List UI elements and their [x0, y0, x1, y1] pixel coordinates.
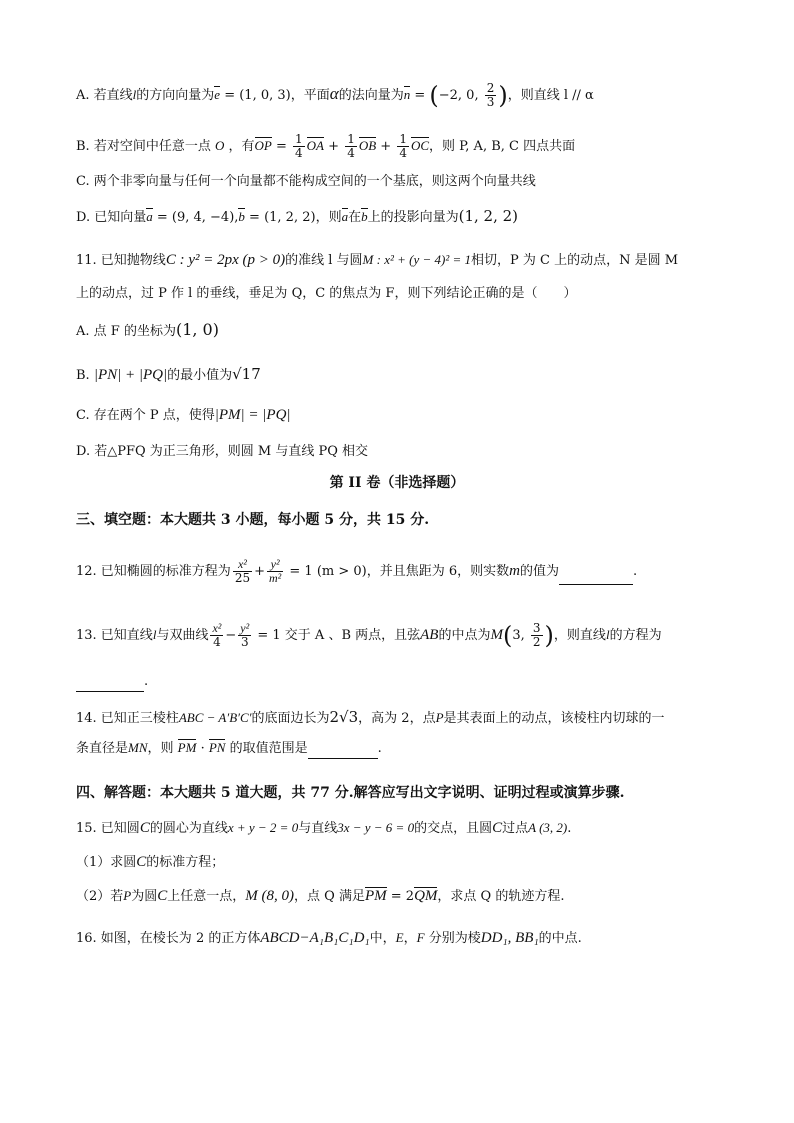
vector-op: OP	[255, 136, 272, 156]
text: 分别为棱	[428, 931, 481, 946]
math-c: C	[492, 820, 503, 836]
text: 条直径是	[76, 741, 129, 756]
text: 的最小值为	[167, 368, 233, 383]
q11-option-d: D. 若△PFQ 为正三角形，则圆 M 与直线 PQ 相交	[76, 444, 369, 459]
q15-stem	[76, 818, 571, 839]
text: ，有	[228, 139, 255, 154]
math-p: P	[123, 888, 132, 903]
math-l: l	[152, 627, 157, 642]
math-o: O	[214, 138, 225, 153]
text: 的取值范围是	[229, 741, 308, 756]
q11-option-a	[76, 320, 219, 342]
math-expr: |PM| = |PQ|	[214, 407, 291, 423]
paren: (	[502, 621, 513, 650]
vector-e: e	[214, 85, 220, 105]
denominator: m²	[269, 571, 282, 585]
text: 的方向向量为	[136, 88, 215, 103]
text: ，高为 2，点	[358, 711, 436, 726]
math-c: C	[139, 820, 150, 836]
text: +	[376, 139, 396, 154]
math-m: m	[509, 563, 520, 579]
text: 的底面边长为	[251, 711, 330, 726]
q14-line2: 条直径是MN，则 PM · PN 的取值范围是 .	[76, 738, 382, 759]
fraction	[267, 558, 283, 585]
fraction	[397, 133, 409, 160]
text: +	[324, 139, 344, 154]
answer-blank[interactable]	[308, 758, 378, 759]
text: = 1 (m > 0)	[285, 564, 367, 579]
math-proj: (1, 2, 2)	[458, 207, 519, 225]
text: 中，	[369, 931, 396, 946]
section4-heading: 四、解答题：本大题共 5 道大题，共 77 分.解答应写出文字说明、证明过程或演算步骤.	[76, 785, 625, 801]
text: 16. 如图，在棱长为 2 的正方体	[76, 931, 261, 946]
text: （1）求圆	[76, 855, 137, 870]
math-m: M	[490, 627, 503, 643]
text: A. 点 F 的坐标为	[76, 324, 176, 339]
q15-part1	[76, 852, 224, 873]
fraction	[233, 558, 252, 585]
math-c: C	[136, 854, 147, 870]
text: 的准线 l 与圆	[285, 253, 363, 268]
answer-blank[interactable]	[559, 584, 633, 585]
denominator: 4	[347, 146, 355, 160]
math-value: (1, 0)	[175, 320, 219, 339]
text: =	[271, 139, 292, 154]
text: 13. 已知直线	[76, 628, 153, 643]
numerator: 1	[295, 132, 303, 146]
text: .	[567, 821, 572, 836]
numerator: 1	[347, 132, 355, 146]
numerator: 1	[399, 132, 407, 146]
math-cube: ABCD−A₁B₁C₁D₁	[260, 930, 370, 946]
text: = (9, 4, −4),	[152, 210, 239, 225]
paren: )	[498, 81, 508, 110]
section3-heading: 三、填空题：本大题共 3 小题，每小题 5 分，共 15 分.	[76, 512, 430, 528]
q15-part2	[76, 886, 564, 907]
q11-stem-line2: 上的动点，过 P 作 l 的垂线，垂足为 Q，C 的焦点为 F，则下列结论正确的是（ ）	[76, 286, 577, 301]
vector-pn: PN	[209, 738, 226, 758]
text: C. 存在两个 P 点，使得	[76, 408, 215, 423]
text: = 2	[386, 889, 415, 904]
math-ab: AB	[420, 627, 439, 643]
text: ，平面	[290, 88, 330, 103]
math-line2: 3x − y − 6 = 0	[337, 820, 415, 835]
fraction	[485, 82, 497, 109]
text: ，则 P, A, B, C 四点共面	[429, 139, 576, 154]
math-l: l	[132, 87, 137, 102]
text: 过点	[502, 821, 529, 836]
math-point-m: M (8, 0)	[245, 888, 295, 904]
answer-blank[interactable]	[76, 691, 144, 692]
text: = (1, 0, 3)	[220, 88, 291, 103]
math-point-a: A (3, 2)	[528, 820, 568, 835]
text: = (1, 2, 2)	[244, 210, 316, 225]
math-line1: x + y − 2 = 0	[227, 820, 299, 835]
text: 上任意一点，	[167, 889, 246, 904]
q13-blank-line	[76, 672, 148, 692]
text: −2, 0,	[438, 88, 483, 103]
fraction	[531, 622, 543, 649]
numerator: 2	[486, 81, 495, 95]
text: 的交点，且圆	[414, 821, 493, 836]
numerator: y²	[240, 621, 250, 635]
text: ，并且焦距为 6，则实数	[366, 564, 510, 579]
q10-option-b	[76, 133, 575, 160]
q16	[76, 928, 582, 949]
text: = 1 交于 A 、B 两点，且弦	[253, 628, 421, 643]
math-alpha: α	[329, 84, 339, 103]
text: D. 已知向量	[76, 210, 147, 225]
q11-option-b	[76, 364, 261, 386]
vector-qm: QM	[414, 888, 438, 904]
math-mn: MN	[128, 740, 148, 755]
denominator: 3	[486, 95, 495, 109]
denominator: 25	[234, 571, 251, 585]
vector-pm: PM	[178, 738, 197, 758]
math-edges: DD₁, BB₁	[480, 930, 539, 946]
text: 的中点为	[438, 628, 491, 643]
text: 是其表面上的动点，该棱柱内切球的一	[443, 711, 665, 726]
numerator: x²	[233, 558, 252, 572]
text: 上的投影向量为	[367, 210, 459, 225]
text: （2）若	[76, 889, 124, 904]
q13: 13. 已知直线l与双曲线 $\frac{\text{x²}}{4}$ − $\frac{\text{y²}}{3}$ = 1 交于 A 、B 两点，且弦AB的中点为M(3, $\frac{3}{2}$ )，则直线l的方程为	[76, 621, 662, 650]
q14-line1	[76, 707, 665, 729]
q10-option-c: C. 两个非零向量与任何一个向量都不能构成空间的一个基底，则这两个向量共线	[76, 174, 536, 189]
math-parabola: C : y² = 2px (p > 0)	[165, 252, 286, 268]
vector-n: n	[404, 85, 411, 105]
text: 相切，P 为 C 上的动点，N 是圆 M	[471, 253, 679, 268]
math-circle: M : x² + (y − 4)² = 1	[362, 252, 472, 267]
text: ，则直线	[553, 628, 606, 643]
text: .	[377, 741, 382, 756]
text: 的圆心为直线	[149, 821, 228, 836]
text: ，求点 Q 的轨迹方程.	[437, 889, 565, 904]
denominator: 4	[213, 635, 221, 649]
text: 的中点.	[538, 931, 582, 946]
fraction	[238, 622, 251, 649]
text: B. 若对空间中任意一点	[76, 139, 211, 154]
math-f: F	[416, 930, 425, 945]
math-l: l	[605, 627, 610, 642]
text: A. 若直线	[76, 88, 133, 103]
q10-option-d	[76, 206, 518, 228]
math-value: √17	[232, 365, 261, 383]
math-c: C	[157, 888, 168, 904]
vector-pm: PM	[364, 888, 387, 904]
vector-b: b	[361, 207, 368, 227]
paren: (	[429, 81, 439, 110]
text: 为圆	[131, 889, 158, 904]
fraction	[293, 133, 305, 160]
text: 的法向量为	[338, 88, 404, 103]
text: 与直线	[298, 821, 338, 836]
text: ，则直线 l // α	[507, 88, 594, 103]
numerator: 3	[532, 621, 541, 635]
numerator: y²	[267, 558, 283, 572]
math-p: P	[435, 710, 444, 725]
math-side: 2√3	[329, 708, 359, 726]
numerator: x²	[212, 621, 222, 635]
text: 在	[348, 210, 362, 225]
text: 的标准方程；	[146, 855, 225, 870]
vector-ob: OB	[359, 136, 376, 156]
denominator: 3	[240, 635, 249, 649]
q12: 12. 已知椭圆的标准方程为 $\frac{\text{x²}}{25}$ + $\frac{\text{y²}}{\text{m²}}$ = 1 (m > 0)，并且焦距为 6，则实数m的值为 .	[76, 557, 638, 585]
vector-oa: OA	[307, 136, 324, 156]
text: ，则	[315, 210, 342, 225]
text: 11. 已知抛物线	[76, 253, 166, 268]
vector-b: b	[238, 207, 245, 227]
text: =	[410, 88, 430, 103]
text: 与双曲线	[156, 628, 209, 643]
text: 15. 已知圆	[76, 821, 140, 836]
text: ，则	[147, 741, 174, 756]
denominator: 4	[399, 146, 407, 160]
text: 的值为	[519, 564, 559, 579]
q11-stem-line1	[76, 250, 678, 271]
text: 的方程为	[609, 628, 662, 643]
vector-a: a	[342, 207, 349, 227]
part2-title: 第 II 卷（非选择题）	[329, 475, 465, 491]
text: 3,	[512, 628, 529, 643]
denominator: 2	[532, 635, 541, 649]
paren: )	[544, 621, 554, 650]
fraction	[210, 622, 223, 649]
text: .	[633, 564, 638, 579]
text: B.	[76, 368, 90, 383]
vector-oc: OC	[411, 136, 429, 156]
text: ，点 Q 满足	[294, 889, 365, 904]
fraction	[345, 133, 357, 160]
math-e: E	[395, 930, 404, 945]
q11-option-c	[76, 405, 291, 426]
math-expr: |PN| + |PQ|	[93, 367, 168, 383]
text: ，	[403, 931, 417, 946]
text: 12. 已知椭圆的标准方程为	[76, 564, 231, 579]
text: 14. 已知正三棱柱	[76, 711, 179, 726]
q10-option-a	[76, 82, 594, 109]
denominator: 4	[295, 146, 303, 160]
math-prism: ABC − A′B′C′	[178, 710, 252, 725]
text: .	[144, 674, 149, 689]
vector-a: a	[146, 207, 153, 227]
